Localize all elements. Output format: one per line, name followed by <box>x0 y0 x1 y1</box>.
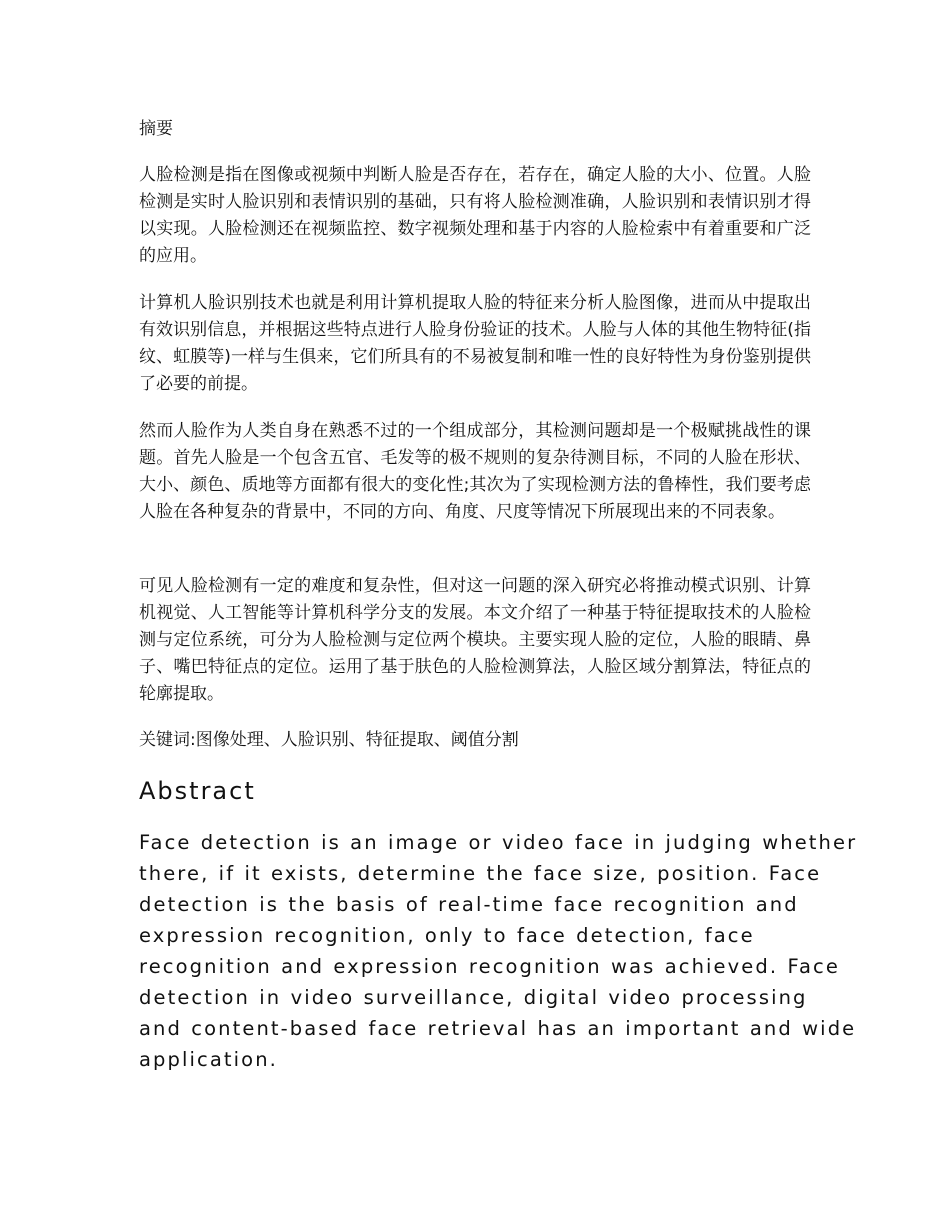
abstract-en-line: recognition and expression recognition was achieved. Face <box>139 955 840 978</box>
abstract-en-line: application. <box>139 1048 278 1071</box>
abstract-en-line: and content-based face retrieval has an important and wide <box>139 1017 857 1040</box>
abstract-en-line: detection in video surveillance, digital video processing <box>139 986 808 1009</box>
abstract-heading-zh: 摘要 <box>139 119 173 139</box>
abstract-paragraph-en <box>139 827 858 1075</box>
abstract-heading-en: Abstract <box>139 777 256 805</box>
abstract-en-line: expression recognition, only to face detection, face <box>139 924 755 947</box>
abstract-en-line: there, if it exists, determine the face size, position. Face <box>139 862 822 885</box>
abstract-paragraph-4: 可见人脸检测有一定的难度和复杂性，但对这一问题的深入研究必将推动模式识别、计算机视觉、人工智能等计算机科学分支的发展。本文介绍了一种基于特征提取技术的人脸检测与定位系统，可分为人脸检测与定位两个模块。主要实现人脸的定位，人脸的眼睛、鼻子、嘴巴特征点的定位。运用了基于肤色的人脸检测算法，人脸区域分割算法，特征点的轮廓提取。 <box>139 576 811 704</box>
abstract-paragraph-3: 然而人脸作为人类自身在熟悉不过的一个组成部分，其检测问题却是一个极赋挑战性的课题。首先人脸是一个包含五官、毛发等的极不规则的复杂待测目标，不同的人脸在形状、大小、颜色、质地等方面都有很大的变化性;其次为了实现检测方法的鲁棒性，我们要考虑人脸在各种复杂的背景中，不同的方向、角度、尺度等情况下所展现出来的不同表象。 <box>139 421 811 522</box>
abstract-paragraph-1: 人脸检测是指在图像或视频中判断人脸是否存在，若存在，确定人脸的大小、位置。人脸检测是实时人脸识别和表情识别的基础，只有将人脸检测准确，人脸识别和表情识别才得以实现。人脸检测还在视频监控、数字视频处理和基于内容的人脸检索中有着重要和广泛的应用。 <box>139 165 811 266</box>
abstract-paragraph-2: 计算机人脸识别技术也就是利用计算机提取人脸的特征来分析人脸图像，进而从中提取出有效识别信息，并根据这些特点进行人脸身份验证的技术。人脸与人体的其他生物特征(指纹、虹膜等)一样与生俱来，它们所具有的不易被复制和唯一性的良好特性为身份鉴别提供了必要的前提。 <box>139 293 811 394</box>
abstract-en-line: Face detection is an image or video face in judging whether <box>139 831 858 854</box>
keywords-line: 关键词:图像处理、人脸识别、特征提取、阈值分割 <box>139 730 519 750</box>
abstract-en-line: detection is the basis of real-time face recognition and <box>139 893 799 916</box>
